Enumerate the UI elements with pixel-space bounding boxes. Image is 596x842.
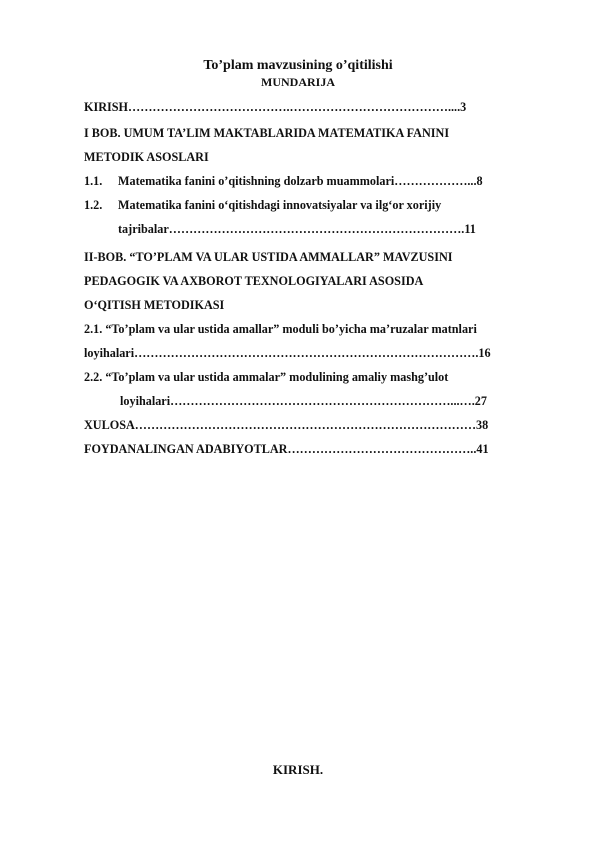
toc-entry-kirish: KIRISH………………………………….…………………………………....3 (84, 100, 467, 114)
toc-section-1-1-number: 1.1. (84, 174, 103, 188)
toc-section-2-1-line-2: loyihalari………………………………………………………………………….16 (84, 346, 491, 360)
toc-section-2-2-line-1: 2.2. “To’plam va ular ustida ammalar” modulining amaliy mashg’ulot (84, 370, 449, 384)
toc-chapter-2-line-2: PEDAGOGIK VA AXBOROT TEXNOLOGIYALARI ASOSIDA (84, 274, 424, 288)
toc-chapter-2-line-3: O‘QITISH METODIKASI (84, 298, 225, 312)
toc-entry-xulosa: XULOSA…………………………………………………………………………38 (84, 418, 489, 432)
contents-heading: MUNDARIJA (261, 75, 335, 89)
toc-chapter-2-line-1: II-BOB. “TO’PLAM VA ULAR USTIDA AMMALLAR” MAVZUSINI (84, 250, 453, 264)
toc-section-1-2-line-1: Matematika fanini o‘qitishdagi innovatsiyalar va ilg‘or xorijiy (118, 198, 442, 212)
toc-section-2-1-line-1: 2.1. “To’plam va ular ustida amallar” moduli bo’yicha ma’ruzalar matnlari (84, 322, 477, 336)
document-title: To’plam mavzusining o’qitilishi (203, 58, 393, 73)
toc-entry-references: FOYDANALINGAN ADABIYOTLAR………………………………………..41 (84, 442, 489, 456)
toc-section-1-2-number: 1.2. (84, 198, 103, 212)
toc-section-1-1: Matematika fanini o’qitishning dolzarb muammolari………………...8 (118, 174, 483, 188)
section-heading-kirish: KIRISH. (272, 762, 324, 777)
toc-section-1-2-line-2: tajribalar……………………………………………………………….11 (118, 222, 476, 236)
toc-section-2-2-line-2: loyihalari……………………………………………………………...….27 (120, 394, 487, 408)
toc-chapter-1-line-2: METODIK ASOSLARI (84, 150, 209, 164)
toc-chapter-1-line-1: I BOB. UMUM TA’LIM MAKTABLARIDA MATEMATIKA FANINI (84, 126, 450, 140)
